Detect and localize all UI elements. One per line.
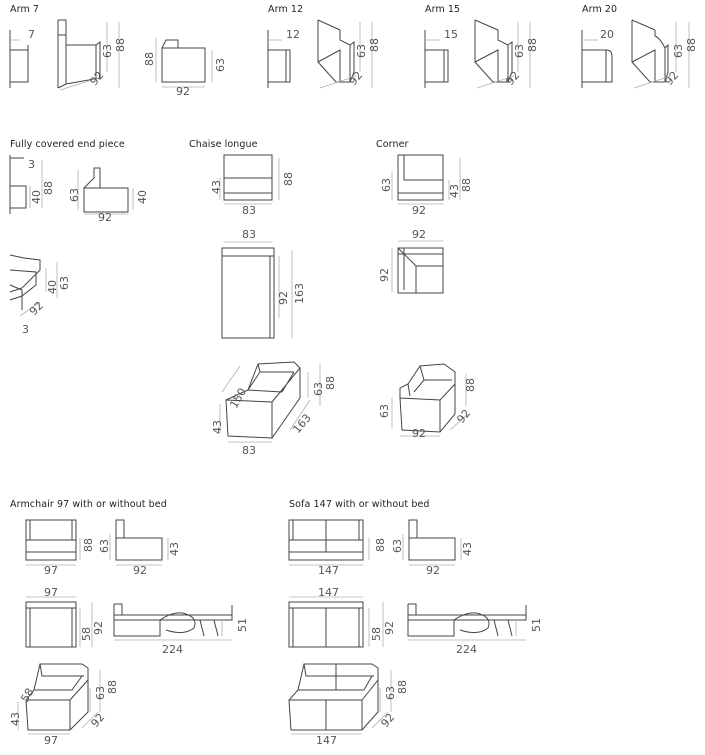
dim-corner-plan-width: 92: [412, 228, 426, 241]
dim-armchair-iso-back: 58: [18, 685, 37, 705]
dim-end-back-h: 88: [42, 181, 55, 195]
end-piece-side-view: [68, 168, 149, 224]
dim-arm15-depth: 92: [503, 68, 523, 88]
end-piece-iso-view: [10, 255, 71, 336]
dim-end-iso-depth: 92: [26, 299, 47, 319]
dim-arm7-front-h: 63: [101, 44, 114, 58]
section-title-arm15: Arm 15: [425, 4, 461, 15]
dim-sofa-plan-width: 147: [318, 586, 339, 599]
dim-end-front-h: 40: [30, 190, 43, 204]
dim-armchair-side-depth: 92: [133, 564, 147, 577]
dim-end-depth: 92: [98, 211, 112, 224]
armchair-side-view: [98, 520, 181, 577]
armchair-plan-view: [26, 586, 105, 647]
section-title-chaise: Chaise longue: [189, 139, 258, 150]
arm7-front-view: [10, 28, 35, 88]
sofa-plan-view: [289, 586, 396, 647]
sofa-side-view: [391, 520, 474, 577]
chaise-front-view: [210, 155, 295, 217]
dim-arm7-width: 7: [28, 28, 35, 41]
section-title-arm20: Arm 20: [582, 4, 618, 15]
section-title-corner: Corner: [376, 139, 409, 150]
dim-sofa-back-h: 88: [374, 538, 387, 552]
arm20-front-view: [582, 28, 614, 88]
dim-chaise-plan-depth: 92: [277, 291, 290, 305]
sofa-front-view: [289, 520, 387, 577]
dim-arm20-front-h: 63: [672, 44, 685, 58]
dim-sofa-side-seat: 43: [461, 542, 474, 556]
dim-arm12-front-h: 63: [355, 44, 368, 58]
dim-sofa-iso-width: 147: [316, 734, 337, 747]
dim-armchair-plan-seat: 58: [80, 627, 93, 641]
dim-arm15-width: 15: [444, 28, 458, 41]
dim-corner-back-h: 88: [460, 178, 473, 192]
dim-arm15-front-h: 63: [513, 44, 526, 58]
dim-arm7-depth: 92: [87, 68, 107, 88]
armchair-bed-view: [114, 604, 249, 656]
section-title-sofa: Sofa 147 with or without bed: [289, 499, 430, 510]
arm20-iso-view: [632, 20, 698, 88]
dim-corner-width: 92: [412, 204, 426, 217]
dim-armchair-plan-depth: 92: [92, 621, 105, 635]
arm-side-view: [143, 38, 227, 98]
dim-arm7-back-h: 88: [114, 38, 127, 52]
dim-chaise-plan-length: 163: [293, 283, 306, 304]
dim-arm12-width: 12: [286, 28, 300, 41]
dim-corner-front-h: 63: [380, 178, 393, 192]
sofa-bed-view: [408, 604, 543, 656]
dim-end-iso-h: 63: [68, 188, 81, 202]
dim-corner-plan-depth: 92: [378, 268, 391, 282]
dim-sofa-iso-height: 88: [396, 680, 409, 694]
arm12-front-view: [268, 28, 300, 88]
dim-arm15-back-h: 88: [526, 38, 539, 52]
dim-arm-side-seat-h: 63: [214, 58, 227, 72]
dim-armchair-iso-front: 43: [9, 712, 22, 726]
dim-arm20-width: 20: [600, 28, 614, 41]
dim-end-iso-seat: 40: [46, 280, 59, 294]
dim-end-top: 3: [28, 158, 35, 171]
section-title-arm7: Arm 7: [10, 4, 40, 15]
dim-sofa-side-depth: 92: [426, 564, 440, 577]
end-piece-front-view: [10, 155, 55, 214]
armchair-iso-view: [9, 664, 119, 747]
dim-armchair-front-h: 63: [98, 539, 111, 553]
corner-iso-view: [378, 364, 477, 440]
dim-arm-side-depth: 92: [176, 85, 190, 98]
dim-chaise-plan-width: 83: [242, 228, 256, 241]
dim-armchair-plan-width: 97: [44, 586, 58, 599]
corner-plan-view: [378, 228, 443, 293]
dim-corner-seat-h: 43: [448, 184, 461, 198]
dim-arm20-back-h: 88: [685, 38, 698, 52]
dim-sofa-front-h: 63: [391, 539, 404, 553]
dim-chaise-back-h: 88: [282, 172, 295, 186]
dim-armchair-iso-depth: 92: [88, 710, 108, 730]
dim-armchair-side-seat: 43: [168, 542, 181, 556]
corner-front-view: [380, 155, 473, 217]
dim-arm12-back-h: 88: [368, 38, 381, 52]
armchair-front-view: [26, 520, 95, 577]
dim-end-iso-back: 63: [58, 276, 71, 290]
section-title-armchair: Armchair 97 with or without bed: [10, 499, 167, 510]
dim-corner-iso-front: 63: [378, 404, 391, 418]
dim-end-side-h: 40: [136, 190, 149, 204]
dim-chaise-iso-height: 88: [324, 376, 337, 390]
dim-armchair-width: 97: [44, 564, 58, 577]
dim-corner-iso-depth: 92: [454, 406, 474, 426]
dim-sofa-width: 147: [318, 564, 339, 577]
dim-sofa-bed-length: 224: [456, 643, 477, 656]
dim-armchair-bed-h: 51: [236, 618, 249, 632]
section-title-end-piece: Fully covered end piece: [10, 139, 125, 150]
dim-arm-side-back-h: 88: [143, 52, 156, 66]
sofa-iso-view: [289, 664, 409, 747]
dim-armchair-bed-length: 224: [162, 643, 183, 656]
arm7-iso-view: [58, 20, 127, 90]
dim-sofa-iso-seat: 63: [384, 686, 397, 700]
dim-chaise-front-h: 43: [210, 180, 223, 194]
dim-sofa-bed-h: 51: [530, 618, 543, 632]
dim-chaise-iso-front: 43: [211, 420, 224, 434]
chaise-iso-view: [211, 362, 337, 457]
dim-chaise-iso-seat: 63: [312, 382, 325, 396]
dim-arm20-depth: 92: [662, 68, 682, 88]
arm15-front-view: [425, 28, 458, 88]
arm15-iso-view: [475, 20, 539, 88]
arm12-iso-view: [318, 20, 381, 88]
dim-chaise-iso-back: 150: [227, 385, 250, 411]
dim-sofa-plan-seat: 58: [370, 627, 383, 641]
dim-sofa-iso-depth: 92: [378, 710, 398, 730]
dim-armchair-iso-seat: 63: [94, 686, 107, 700]
dim-chaise-iso-width: 83: [242, 444, 256, 457]
dim-armchair-iso-width: 97: [44, 734, 58, 747]
dim-corner-iso-width: 92: [412, 427, 426, 440]
section-title-arm12: Arm 12: [268, 4, 304, 15]
dim-corner-iso-back: 88: [464, 378, 477, 392]
dim-armchair-back-h: 88: [82, 538, 95, 552]
dim-sofa-plan-depth: 92: [383, 621, 396, 635]
chaise-plan-view: [222, 228, 306, 338]
dim-chaise-iso-length: 163: [290, 411, 314, 436]
dim-end-iso-width: 3: [22, 323, 29, 336]
dim-armchair-iso-height: 88: [106, 680, 119, 694]
dim-arm12-depth: 92: [346, 68, 366, 88]
dim-chaise-width: 83: [242, 204, 256, 217]
